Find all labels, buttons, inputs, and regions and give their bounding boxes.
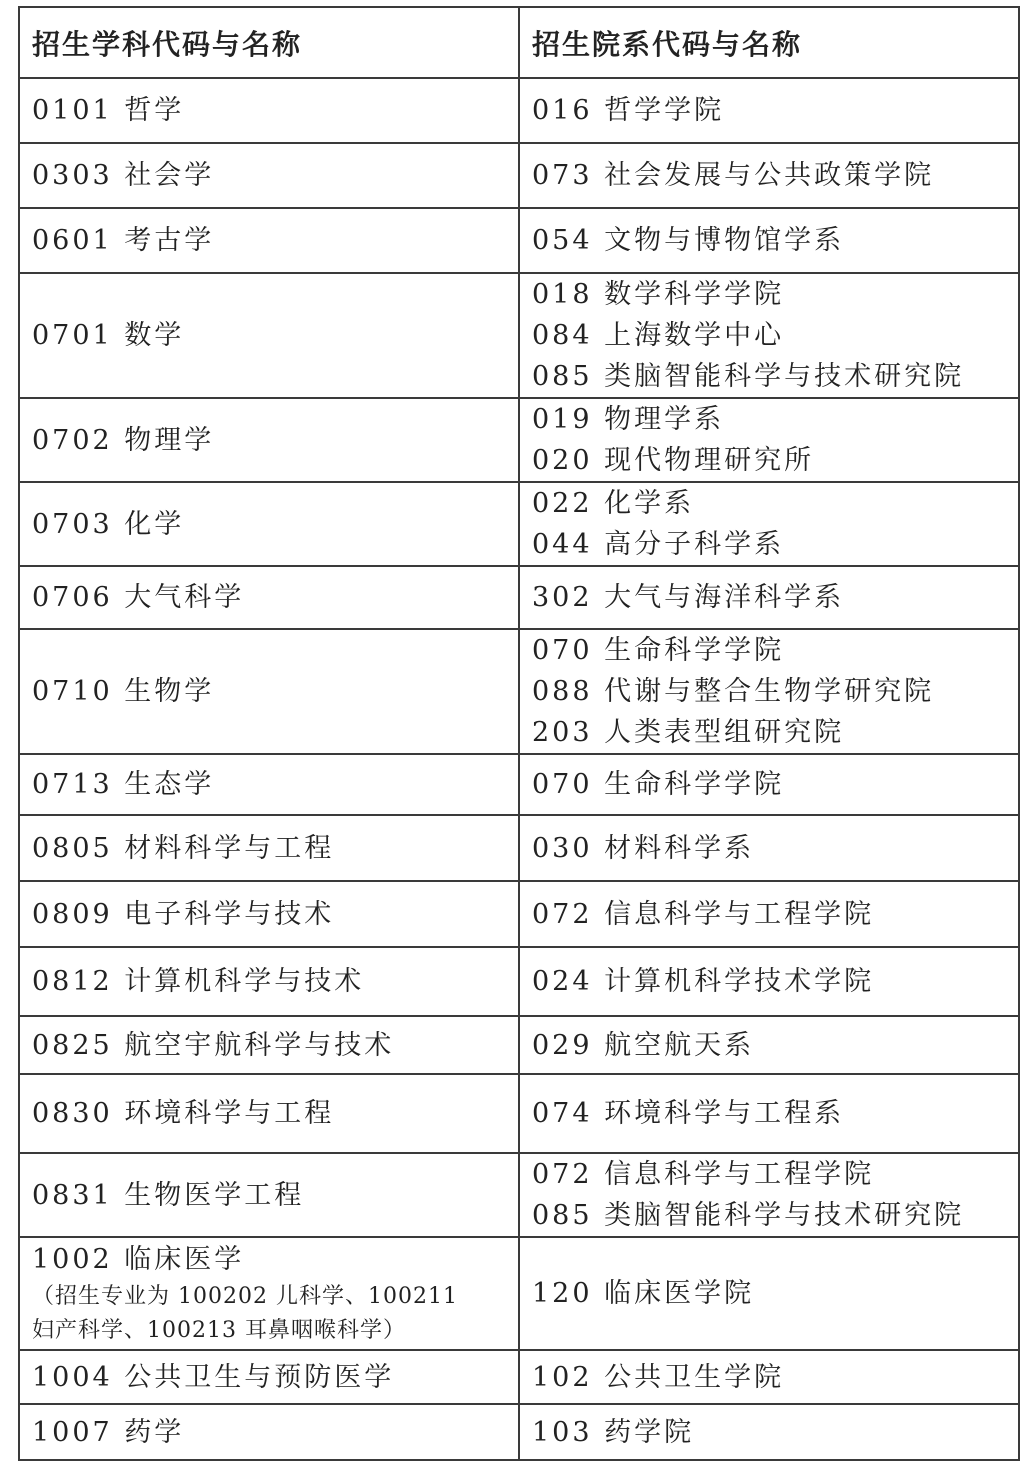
dept-text: 029 航空航天系 [532, 1029, 755, 1061]
subject-text: 1007 药学 [32, 1416, 185, 1448]
dept-text: 030 材料科学系 [532, 832, 755, 864]
table-row [20, 272, 1018, 397]
subject-text: 0825 航空宇航科学与技术 [32, 1029, 395, 1061]
table-row [20, 628, 1018, 753]
subject-text: 0702 物理学 [32, 424, 215, 456]
dept-cell [520, 144, 1018, 207]
header-subject-text: 招生学科代码与名称 [32, 27, 303, 61]
dept-text: 085 类脑智能科学与技术研究院 [532, 1200, 965, 1231]
subject-cell [20, 630, 520, 753]
dept-text: 016 哲学学院 [532, 95, 725, 126]
dept-text: 072 信息科学与工程学院 [532, 1159, 875, 1190]
header-dept [520, 8, 1018, 77]
subject-text: 0812 计算机科学与技术 [32, 966, 365, 997]
dept-cell [520, 1405, 1018, 1459]
subject-text: 0831 生物医学工程 [32, 1179, 305, 1211]
dept-cell [520, 483, 1018, 565]
subject-text: 0701 数学 [32, 320, 185, 351]
dept-cell [520, 1351, 1018, 1403]
dept-cell [520, 1238, 1018, 1349]
dept-text: 120 临床医学院 [532, 1278, 755, 1309]
dept-text: 103 药学院 [532, 1416, 695, 1448]
subject-cell [20, 209, 520, 272]
dept-text: 024 计算机科学技术学院 [532, 966, 875, 997]
table-row [20, 481, 1018, 565]
dept-text: 102 公共卫生学院 [532, 1361, 785, 1393]
dept-text: 084 上海数学中心 [532, 320, 785, 351]
subject-note: 妇产科学、100213 耳鼻咽喉科学） [32, 1318, 406, 1343]
subject-cell [20, 1017, 520, 1073]
header-row [20, 8, 1018, 77]
dept-cell [520, 567, 1018, 628]
subject-cell [20, 1405, 520, 1459]
subject-note: （招生专业为 100202 儿科学、100211 [32, 1284, 458, 1309]
subject-cell [20, 483, 520, 565]
subject-text: 1002 临床医学 [32, 1244, 245, 1275]
table-row [20, 753, 1018, 814]
table-row [20, 814, 1018, 880]
subject-text: 1004 公共卫生与预防医学 [32, 1361, 395, 1393]
subject-text: 0710 生物学 [32, 676, 215, 707]
dept-text: 022 化学系 [532, 488, 695, 519]
subject-text: 0713 生态学 [32, 769, 215, 800]
subject-text: 0706 大气科学 [32, 582, 245, 613]
dept-text: 203 人类表型组研究院 [532, 717, 845, 748]
subject-cell [20, 274, 520, 397]
header-dept-text: 招生院系代码与名称 [532, 27, 803, 61]
dept-text: 085 类脑智能科学与技术研究院 [532, 361, 965, 392]
dept-text: 018 数学科学学院 [532, 279, 785, 310]
dept-text: 044 高分子科学系 [532, 529, 785, 560]
table-row [20, 1073, 1018, 1152]
subject-text: 0703 化学 [32, 508, 185, 540]
dept-cell [520, 209, 1018, 272]
subject-text: 0303 社会学 [32, 160, 215, 191]
subject-cell [20, 755, 520, 814]
subject-cell [20, 567, 520, 628]
subject-cell [20, 144, 520, 207]
dept-text: 019 物理学系 [532, 404, 725, 435]
subject-text: 0830 环境科学与工程 [32, 1098, 335, 1129]
table-row [20, 1403, 1018, 1459]
table-row [20, 1236, 1018, 1349]
subject-cell [20, 1238, 520, 1349]
table-row [20, 77, 1018, 142]
dept-text: 020 现代物理研究所 [532, 445, 815, 476]
dept-cell [520, 1075, 1018, 1152]
dept-text: 074 环境科学与工程系 [532, 1098, 845, 1129]
subject-cell [20, 79, 520, 142]
table-row [20, 1152, 1018, 1236]
dept-cell [520, 816, 1018, 880]
subject-text: 0805 材料科学与工程 [32, 832, 335, 864]
dept-cell [520, 630, 1018, 753]
table-row [20, 397, 1018, 481]
subject-cell [20, 948, 520, 1015]
subject-cell [20, 816, 520, 880]
dept-text: 070 生命科学学院 [532, 769, 785, 800]
table-row [20, 1015, 1018, 1073]
dept-text: 072 信息科学与工程学院 [532, 898, 875, 930]
dept-text: 088 代谢与整合生物学研究院 [532, 676, 935, 707]
dept-cell [520, 399, 1018, 481]
table-row [20, 142, 1018, 207]
dept-cell [520, 948, 1018, 1015]
dept-text: 070 生命科学学院 [532, 635, 785, 666]
subject-text: 0101 哲学 [32, 95, 185, 126]
subject-text: 0601 考古学 [32, 225, 215, 256]
enrollment-table [18, 6, 1020, 1461]
dept-cell [520, 755, 1018, 814]
dept-text: 054 文物与博物馆学系 [532, 225, 845, 256]
dept-cell [520, 79, 1018, 142]
subject-cell [20, 882, 520, 946]
table-row [20, 946, 1018, 1015]
subject-text: 0809 电子科学与技术 [32, 898, 335, 930]
dept-text: 073 社会发展与公共政策学院 [532, 160, 935, 191]
table-row [20, 880, 1018, 946]
dept-cell [520, 1017, 1018, 1073]
subject-cell [20, 399, 520, 481]
dept-cell [520, 882, 1018, 946]
dept-cell [520, 274, 1018, 397]
dept-cell [520, 1154, 1018, 1236]
subject-cell [20, 1075, 520, 1152]
subject-cell [20, 1351, 520, 1403]
table-row [20, 565, 1018, 628]
subject-cell [20, 1154, 520, 1236]
dept-text: 302 大气与海洋科学系 [532, 582, 845, 613]
table-row [20, 1349, 1018, 1403]
table-row [20, 207, 1018, 272]
header-subject [20, 8, 520, 77]
